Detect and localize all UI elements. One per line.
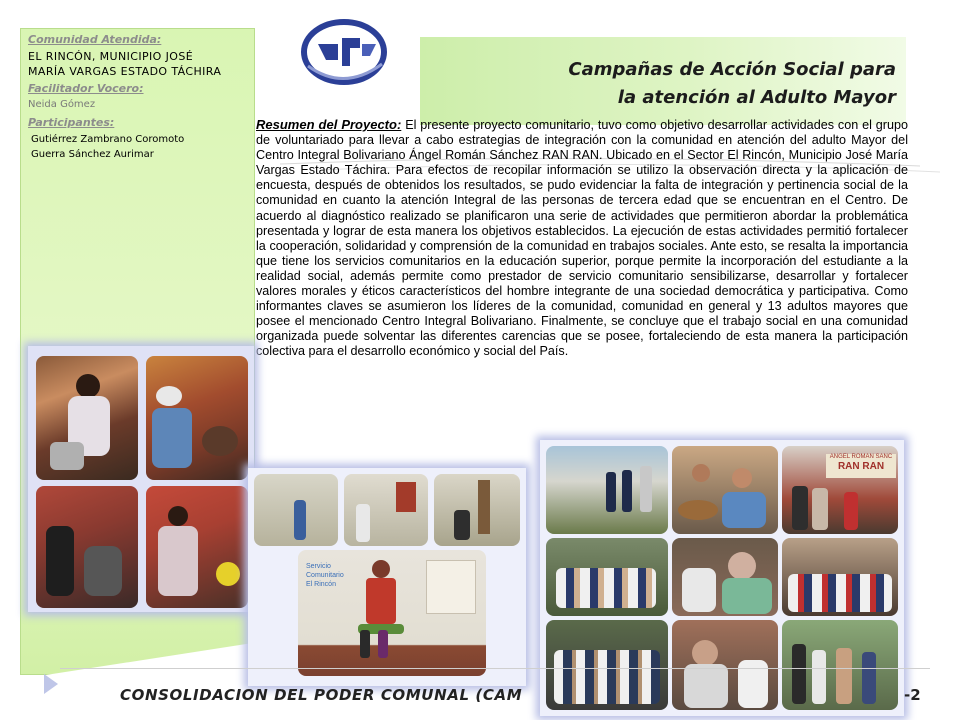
photo-collage-left: [28, 346, 254, 612]
participants-label: Participantes:: [28, 116, 115, 129]
photo-elder-with-child: [672, 620, 778, 710]
photo-guitar-singing: [672, 446, 778, 534]
mural-sign-line-3: El Rincón: [306, 581, 336, 588]
page-number: -2: [904, 686, 921, 704]
photo-outdoor-gathering: [782, 620, 898, 710]
photo-community-walk: [546, 446, 668, 534]
facilitator-label: Facilitador Vocero:: [28, 82, 144, 95]
community-label: Comunidad Atendida:: [28, 33, 162, 46]
facilitator-name: Neida Gómez: [28, 99, 96, 110]
photo-center-entrance: [782, 446, 898, 534]
mural-sign-line-2: Comunitario: [306, 572, 344, 579]
photo-mural-painting-2: [344, 474, 428, 546]
center-sign-subtitle: ANGEL ROMAN SANC: [829, 454, 893, 460]
photo-collage-community: [540, 440, 904, 716]
photo-students-crowd: [782, 538, 898, 616]
community-line-1: EL RINCÓN, MUNICIPIO JOSÉ: [28, 50, 194, 63]
footer-text: CONSOLIDACION DEL PODER COMUNAL (CAM: [120, 686, 523, 704]
page-title-line-1: Campañas de Acción Social para: [568, 59, 896, 80]
photo-mural-painting-1: [254, 474, 338, 546]
photo-collage-mural: [248, 468, 526, 686]
participant-item: Guerra Sánchez Aurimar: [31, 149, 154, 160]
photo-elderly-activity-1: [36, 356, 138, 480]
participant-item: Gutiérrez Zambrano Coromoto: [31, 134, 185, 145]
title-banner: [420, 37, 906, 125]
photo-elder-with-students: [672, 538, 778, 616]
institution-logo: [298, 14, 390, 90]
mural-sign-line-1: Servicio: [306, 563, 331, 570]
page-title-line-2: la atención al Adulto Mayor: [617, 87, 896, 108]
project-summary: [256, 117, 908, 360]
summary-heading: Resumen del Proyecto:: [256, 117, 402, 132]
summary-body: El presente proyecto comunitario, tuvo como objetivo desarrollar actividades con el grupo de voluntariado para llevar a cabo estrategias de integración con la comunidad en atención del adulto Mayor del Centro Integral Bolivariano Ángel Román Sánchez RAN RAN. Ubicado en el Sector El Rincón, Municipio José María Vargas Estado Táchira. Para efectos de recopilar información se utilizo la observación directa y la aplicación de encuesta, después de obtenidos los resultados, se pudo evidenciar la falta de integración y pertinencia social de la comunidad en cuanto la atención Integral de las personas de tercera edad que se encuentran en el Centro. De acuerdo al diagnóstico realizado se planificaron una serie de actividades que permitieron abordar la problemática presentada y lograr de esta manera los objetivos establecidos. La ejecución de estas actividades permitió fortalecer la cooperación, solidaridad y comprensión de la comunidad en trabajos sociales. Ante esto, se resalta la importancia que tiene los servicios comunitarios en la educación superior, porque permite la incorporación del estudiante a la realidad social, además permite como prestador de servicio comunitario sensibilizarse, desarrollar y fortalecer valores morales y éticos característicos del hombre integrante de una sociedad democrática y participativa. Como informantes claves se asumieron los líderes de la comunidad, comunidad en general y 13 adultos mayores que posee el mencionado Centro Integral Bolivariano. Finalmente, se concluye que el trabajo social en una comunidad organizada puede solventar las diferentes carencias que se posee, fortaleciendo de esta manera la participación colectiva para el desarrollo económico y social del País.: [256, 118, 909, 359]
photo-students-group: [546, 538, 668, 616]
footer-divider: [60, 668, 930, 669]
photo-students-courtyard: [546, 620, 668, 710]
community-line-2: MARÍA VARGAS ESTADO TÁCHIRA: [28, 65, 222, 78]
photo-mural-painting-3: [434, 474, 520, 546]
sidebar-info: [28, 33, 268, 162]
center-sign-title: RAN RAN: [837, 461, 885, 472]
photo-elderly-activity-2: [146, 356, 248, 480]
photo-finished-mural: [298, 550, 486, 676]
photo-elderly-activity-4: [146, 486, 248, 608]
arrow-right-icon: [44, 674, 58, 694]
photo-elderly-activity-3: [36, 486, 138, 608]
